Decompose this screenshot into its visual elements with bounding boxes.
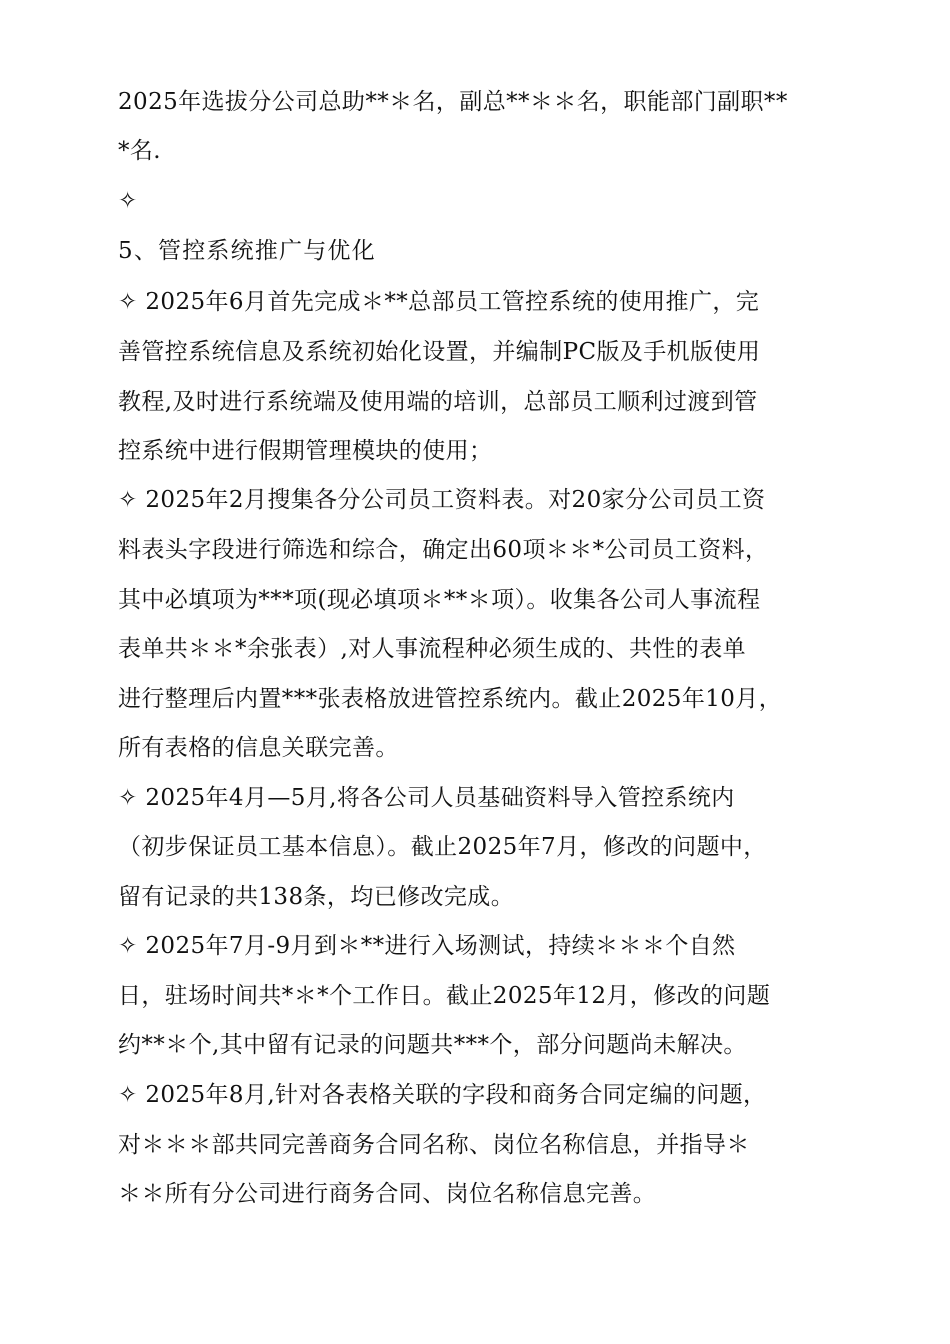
text-line-16: （初步保证员工基本信息）。截止2025年7月，修改的问题中， bbox=[118, 834, 767, 860]
text-line-20: 约**＊个,其中留有记录的问题共***个，部分问题尚未解决。 bbox=[118, 1032, 747, 1058]
text-line-15: ✧ 2025年4月—5月,将各公司人员基础资料导入管控系统内 bbox=[118, 785, 735, 811]
text-line-22: 对＊＊＊部共同完善商务合同名称、岗位名称信息，并指导＊ bbox=[118, 1132, 750, 1158]
text-line-17: 留有记录的共138条，均已修改完成。 bbox=[118, 884, 515, 910]
text-line-1: 2025年选拔分公司总助**＊名，副总**＊＊名，职能部门副职** bbox=[118, 89, 788, 115]
text-line-11: 其中必填项为***项(现必填项＊**＊项）。收集各公司人事流程 bbox=[118, 587, 761, 613]
text-line-12: 表单共＊＊*余张表）,对人事流程种必须生成的、共性的表单 bbox=[118, 636, 747, 662]
text-line-6: 善管控系统信息及系统初始化设置，并编制PC版及手机版使用 bbox=[118, 339, 761, 365]
text-line-10: 料表头字段进行筛选和综合，确定出60项＊＊*公司员工资料， bbox=[118, 537, 769, 563]
section-heading: 5、管控系统推广与优化 bbox=[118, 238, 376, 264]
text-line-7: 教程,及时进行系统端及使用端的培训，总部员工顺利过渡到管 bbox=[118, 389, 758, 415]
text-line-9: ✧ 2025年2月搜集各分公司员工资料表。对20家分公司员工资 bbox=[118, 487, 766, 513]
text-line-19: 日，驻场时间共*＊*个工作日。截止2025年12月，修改的问题 bbox=[118, 983, 771, 1009]
text-line-8: 控系统中进行假期管理模块的使用； bbox=[118, 438, 493, 464]
text-line-18: ✧ 2025年7月-9月到＊**进行入场测试，持续＊＊＊个自然 bbox=[118, 933, 736, 959]
text-line-5: ✧ 2025年6月首先完成＊**总部员工管控系统的使用推广，完 bbox=[118, 289, 760, 315]
text-line-13: 进行整理后内置***张表格放进管控系统内。截止2025年10月， bbox=[118, 686, 783, 712]
text-line-23: ＊＊所有分公司进行商务合同、岗位名称信息完善。 bbox=[118, 1181, 657, 1207]
text-line-21: ✧ 2025年8月,针对各表格关联的字段和商务合同定编的问题， bbox=[118, 1082, 767, 1108]
bullet-line: ✧ bbox=[118, 188, 138, 214]
text-line-2: *名. bbox=[118, 138, 162, 164]
text-line-14: 所有表格的信息关联完善。 bbox=[118, 735, 399, 761]
